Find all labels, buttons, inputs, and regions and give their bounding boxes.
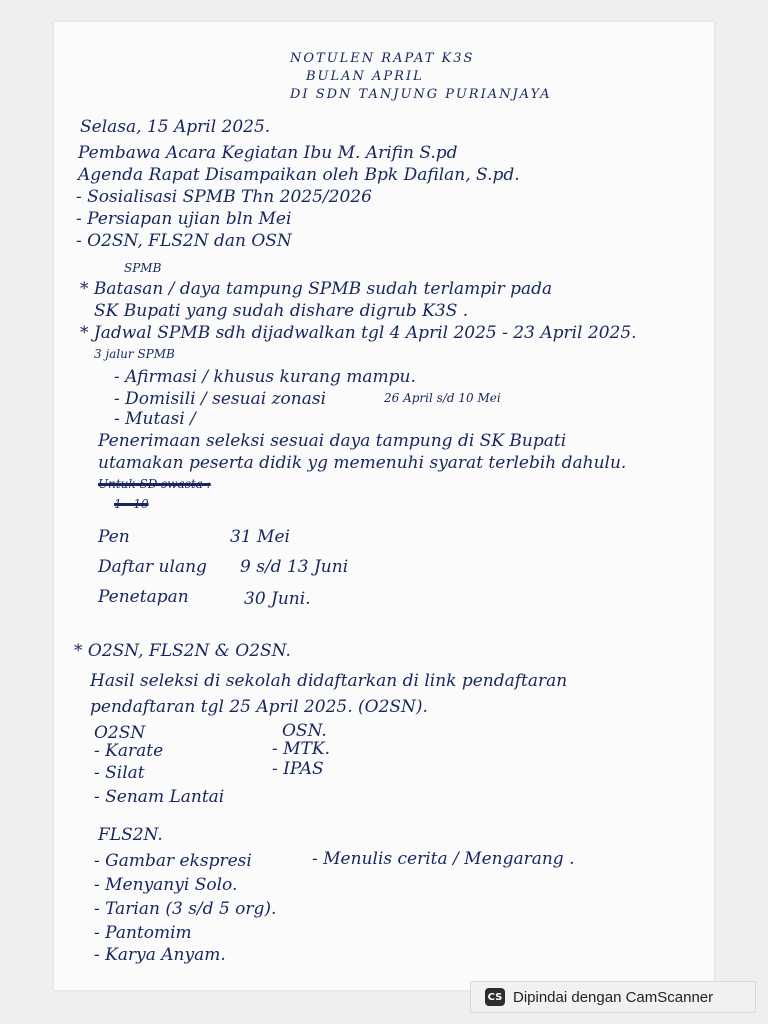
fls2n-item: - Tarian (3 s/d 5 org). <box>94 899 277 919</box>
o2sn-item: - Karate <box>94 741 164 761</box>
fls2n-item: - Karya Anyam. <box>94 945 226 965</box>
agenda-item: - O2SN, FLS2N dan OSN <box>76 231 292 251</box>
fls2n-item: - Pantomim <box>94 923 192 943</box>
header-line-2: BULAN APRIL <box>306 69 424 84</box>
jalur-item: - Mutasi / <box>114 409 196 429</box>
schedule-label: Pen <box>98 527 130 547</box>
selection-line-a: Penerimaan seleksi sesuai daya tampung di SK Bupati <box>98 431 567 451</box>
scanned-page <box>54 22 714 990</box>
header-line-1: NOTULEN RAPAT K3S <box>290 51 475 66</box>
fls2n-extra: - Menulis cerita / Mengarang . <box>312 849 575 869</box>
zonasi-date: 26 April s/d 10 Mei <box>384 391 501 405</box>
emcee-line: Pembawa Acara Kegiatan Ibu M. Arifin S.pd <box>78 143 458 163</box>
struck-text-2: 1 - 10 <box>114 497 149 511</box>
fls2n-item: - Gambar ekspresi <box>94 851 252 871</box>
competition-line-b: pendaftaran tgl 25 April 2025. (O2SN). <box>90 697 428 717</box>
competition-line-a: Hasil seleksi di sekolah didaftarkan di link pendaftaran <box>90 671 568 691</box>
selection-line-b: utamakan peserta didik yg memenuhi syarat terlebih dahulu. <box>98 453 627 473</box>
jalur-heading: 3 jalur SPMB <box>94 347 175 361</box>
meeting-date: Selasa, 15 April 2025. <box>80 117 271 137</box>
spmb-point-1a: * Batasan / daya tampung SPMB sudah terlampir pada <box>80 279 553 299</box>
competition-heading: * O2SN, FLS2N & O2SN. <box>74 641 291 661</box>
struck-text: Untuk SD swasta : <box>98 477 211 491</box>
osn-label: OSN. <box>282 721 327 741</box>
agenda-item: - Persiapan ujian bln Mei <box>76 209 292 229</box>
spmb-heading: SPMB <box>124 261 162 275</box>
schedule-label: Penetapan <box>98 587 189 607</box>
o2sn-label: O2SN <box>94 723 146 743</box>
header-line-3: DI SDN TANJUNG PURIANJAYA <box>290 87 552 102</box>
o2sn-item: - Senam Lantai <box>94 787 225 807</box>
agenda-item: - Sosialisasi SPMB Thn 2025/2026 <box>76 187 372 207</box>
osn-item: - MTK. <box>272 739 330 759</box>
schedule-label: Daftar ulang <box>98 557 207 577</box>
spmb-point-1b: SK Bupati yang sudah dishare digrub K3S . <box>94 301 469 321</box>
schedule-value: 9 s/d 13 Juni <box>240 557 349 577</box>
fls2n-item: - Menyanyi Solo. <box>94 875 238 895</box>
camscanner-badge <box>470 981 756 1013</box>
schedule-value: 30 Juni. <box>244 589 311 609</box>
o2sn-item: - Silat <box>94 763 145 783</box>
osn-item: - IPAS <box>272 759 324 779</box>
camscanner-logo-icon: CS <box>485 988 505 1006</box>
fls2n-label: FLS2N. <box>98 825 163 845</box>
jalur-item: - Afirmasi / khusus kurang mampu. <box>114 367 416 387</box>
camscanner-text: Dipindai dengan CamScanner <box>513 988 714 1006</box>
jalur-item: - Domisili / sesuai zonasi <box>114 389 327 409</box>
schedule-value: 31 Mei <box>230 527 290 547</box>
agenda-line: Agenda Rapat Disampaikan oleh Bpk Dafilan, S.pd. <box>78 165 520 185</box>
spmb-point-2: * Jadwal SPMB sdh dijadwalkan tgl 4 April 2025 - 23 April 2025. <box>80 323 637 343</box>
